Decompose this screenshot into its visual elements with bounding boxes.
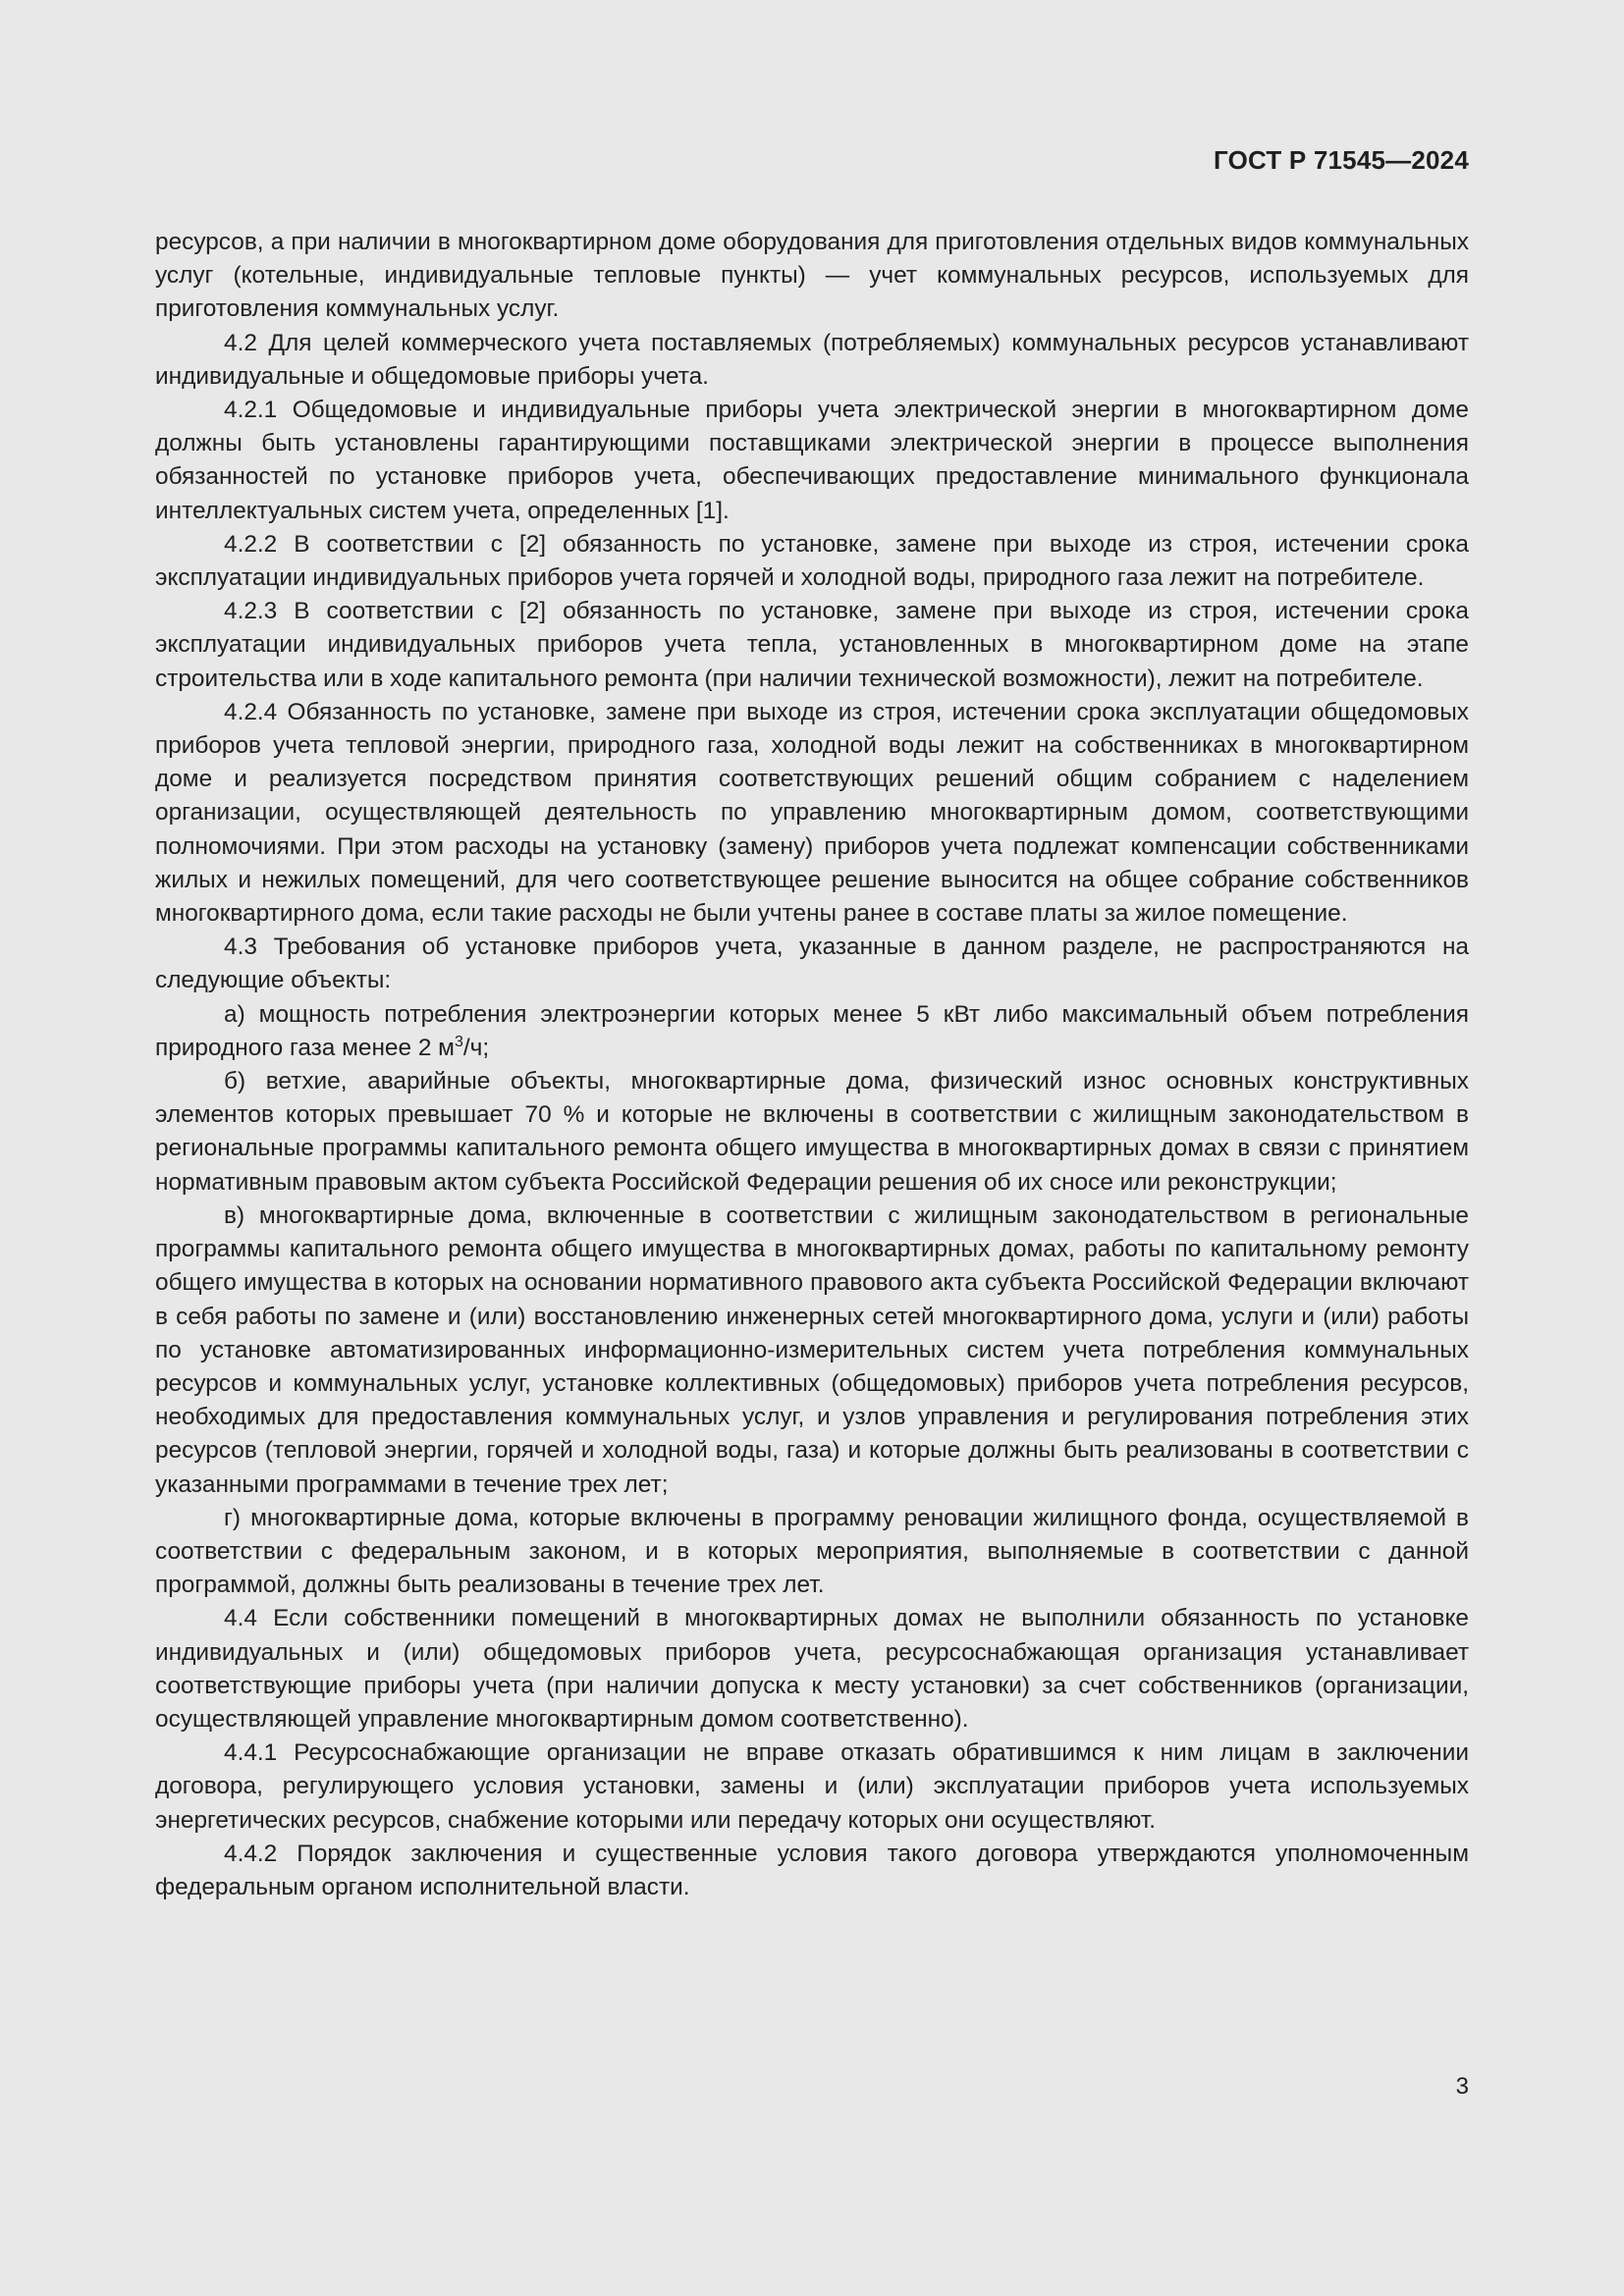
paragraph: 4.4.1 Ресурсоснабжающие организации не вправе отказать обратившимся к ним лицам в заключении договора, регулирующего условия установки, замены и (или) эксплуатации приборов учета используемых энергетических ресурсов, снабжение которыми или передачу которых они осуществляют.: [155, 1739, 1469, 1834]
paragraph: 4.2 Для целей коммерческого учета поставляемых (потребляемых) коммунальных ресурсов устанавливают индивидуальные и общедомовые приборы учета.: [155, 329, 1469, 390]
list-item-g: г) многоквартирные дома, которые включены в программу реновации жилищного фонда, осуществляемой в соответствии с федеральным законом, и в которых мероприятия, выполняемые в соответствии с данной программой, должны быть реализованы в течение трех лет.: [155, 1504, 1469, 1599]
paragraph: 4.2.1 Общедомовые и индивидуальные приборы учета электрической энергии в многоквартирном доме должны быть установлены гарантирующими поставщиками электрической энергии в процессе выполнения обязанностей по установке приборов учета, обеспечивающих предоставление минимального функционала интеллектуальных систем учета, определенных [1].: [155, 397, 1469, 524]
paragraph: 4.2.4 Обязанность по установке, замене при выходе из строя, истечении срока эксплуатации общедомовых приборов учета тепловой энергии, природного газа, холодной воды лежит на собственниках в многоквартирном доме и реализуется посредством принятия соответствующих решений общим собранием с наделением организации, осуществляющей деятельность по управлению многоквартирным домом, соответствующими полномочиями. При этом расходы на установку (замену) приборов учета подлежат компенсации собственниками жилых и нежилых помещений, для чего соответствующее решение выносится на общее собрание собственников многоквартирного дома, если такие расходы не были учтены ранее в составе платы за жилое помещение.: [155, 698, 1469, 928]
list-item-b: б) ветхие, аварийные объекты, многоквартирные дома, физический износ основных конструктивных элементов которых превышает 70 % и которые не включены в соответствии с жилищным законодательством в региональные программы капитального ремонта общего имущества в многоквартирных домах в связи с принятием нормативным правовым актом субъекта Российской Федерации решения об их сносе или реконструкции;: [155, 1068, 1469, 1196]
list-item-a: [155, 998, 1469, 1065]
document-body: [155, 226, 1469, 1904]
paragraph: 4.4.2 Порядок заключения и существенные условия такого договора утверждаются уполномоченным федеральным органом исполнительной власти.: [155, 1840, 1469, 1900]
document-id: ГОСТ Р 71545—2024: [1214, 145, 1469, 175]
item-a-text: а) мощность потребления электроэнергии которых менее 5 кВт либо максимальный объем потребления природного газа менее 2 м: [155, 1000, 1469, 1061]
paragraph: 4.2.3 В соответствии с [2] обязанность по установке, замене при выходе из строя, истечении срока эксплуатации индивидуальных приборов учета тепла, установленных в многоквартирном доме на этапе строительства или в ходе капитального ремонта (при наличии технической возможности), лежит на потребителе.: [155, 598, 1469, 692]
paragraph: 4.2.2 В соответствии с [2] обязанность по установке, замене при выходе из строя, истечении срока эксплуатации индивидуальных приборов учета горячей и холодной воды, природного газа лежит на потребителе.: [155, 530, 1469, 592]
paragraph: 4.4 Если собственники помещений в многоквартирных домах не выполнили обязанность по установке индивидуальных и (или) общедомовых приборов учета, ресурсоснабжающая организация устанавливает соответствующие приборы учета (при наличии допуска к месту установки) за счет собственников (организации, осуществляющей управление многоквартирным домом соответственно).: [155, 1605, 1469, 1733]
list-item-v: в) многоквартирные дома, включенные в соответствии с жилищным законодательством в региональные программы капитального ремонта общего имущества в многоквартирных домах, работы по капитальному ремонту общего имущества в которых на основании нормативного правового акта субъекта Российской Федерации включают в себя работы по замене и (или) восстановлению инженерных сетей многоквартирного дома, услуги и (или) работы по установке автоматизированных информационно-измерительных систем учета потребления коммунальных ресурсов и коммунальных услуг, установке коллективных (общедомовых) приборов учета потребления ресурсов, необходимых для предоставления коммунальных услуг, и узлов управления и регулирования потребления этих ресурсов (тепловой энергии, горячей и холодной воды, газа) и которые должны быть реализованы в соответствии с указанными программами в течение трех лет;: [155, 1201, 1469, 1498]
superscript: 3: [454, 1033, 463, 1050]
paragraph: 4.3 Требования об установке приборов учета, указанные в данном разделе, не распространяются на следующие объекты:: [155, 934, 1469, 994]
paragraph: ресурсов, а при наличии в многоквартирном доме оборудования для приготовления отдельных видов коммунальных услуг (котельные, индивидуальные тепловые пункты) — учет коммунальных ресурсов, используемых для приготовления коммунальных услуг.: [155, 229, 1469, 323]
page-number: 3: [1455, 2073, 1469, 2100]
item-a-unit: /ч;: [462, 1034, 490, 1061]
